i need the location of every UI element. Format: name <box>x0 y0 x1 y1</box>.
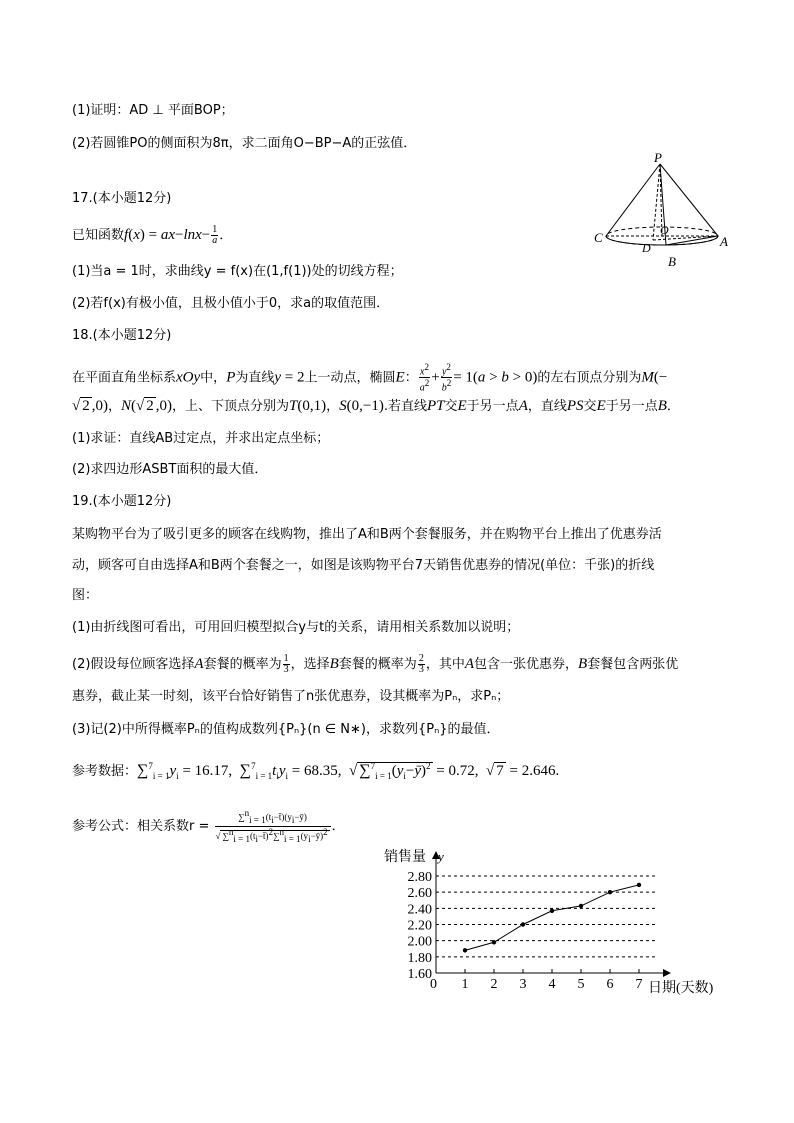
y-tick-label-1.80: 1.80 <box>407 950 432 966</box>
data-point-day-3 <box>521 922 525 926</box>
y-tick-label-2.00: 2.00 <box>407 934 432 950</box>
q17-header: 17.(本小题12分) <box>72 191 172 206</box>
x-tick-label-7: 7 <box>635 977 643 992</box>
q19-part2-line2: 惠券，截止某一时刻，该平台恰好销售了n张优惠券，设其概率为Pₙ，求Pₙ； <box>72 689 510 704</box>
fig-label-p: P <box>654 150 662 165</box>
q19-part1: (1)由折线图可看出，可用回归模型拟合y与t的关系，请用相关系数加以说明； <box>72 620 520 635</box>
x-tick-label-1: 1 <box>461 977 469 992</box>
q17-part2: (2)若f(x)有极小值，且极小值小于0，求a的取值范围． <box>72 296 390 311</box>
q19-stem-line3: 图： <box>72 588 99 603</box>
coupon-sales-line-chart <box>380 845 730 1005</box>
y-tick-label-2.20: 2.20 <box>407 918 432 934</box>
x-tick-label-2: 2 <box>490 977 498 992</box>
q19-ref-data: 参考数据：$\sum^7_{i = 1}y_i = 16.17$, $\sum^7_{i = 1}t_iy_i = 68.35$, √ $\sum^7_{i = 1}(y_i-ȳ)^2 = 0.72$, √ 7 = 2.646. <box>72 761 560 781</box>
y-tick-label-2.40: 2.40 <box>407 902 432 918</box>
x-tick-label-5: 5 <box>577 977 585 992</box>
data-point-day-6 <box>608 890 612 894</box>
x-axis-arrow <box>663 969 671 977</box>
q17-part1: (1)当a = 1时，求曲线y = f(x)在(1,f(1))处的切线方程； <box>72 264 403 279</box>
x-tick-label-4: 4 <box>548 977 556 992</box>
y-tick-label-1.60: 1.60 <box>407 967 432 982</box>
q18-header: 18.(本小题12分) <box>72 328 172 343</box>
q18-part2: (2)求四边形ASBT面积的最大值． <box>72 462 268 477</box>
q19-part2-line1: (2)假设每位顾客选择A套餐的概率为 $\frac{1}{3}$ ，选择B套餐的概率为 $\frac{2}{3}$ ，其中A包含一张优惠券，B套餐包含两张优 <box>72 653 679 675</box>
q18-part1: (1)求证：直线AB过定点，并求出定点坐标； <box>72 431 330 446</box>
fig-label-o: O <box>660 223 669 237</box>
x-tick-label-6: 6 <box>606 977 614 992</box>
x-tick-label-3: 3 <box>519 977 527 992</box>
data-point-day-5 <box>579 904 583 908</box>
y-tick-label-2.60: 2.60 <box>407 886 432 902</box>
chart-xlabel: 日期(天数) <box>648 981 714 996</box>
q19-part3: (3)记(2)中所得概率Pₙ的值构成数列{Pₙ}(n ∈ N∗)，求数列{Pₙ}的最值． <box>72 722 500 737</box>
fig-label-a: A <box>720 234 728 249</box>
cone-figure <box>590 150 730 270</box>
fig-label-c: C <box>594 230 603 245</box>
q18-stem-line2: √ 2 ,0)，N(√ 2 ,0)，上、下顶点分别为T(0,1)，S(0,−1).若直线PT交E于另一点A，直线PS交E于另一点B． <box>72 398 680 414</box>
chart-origin-label: 0 <box>430 977 437 992</box>
q16-part2: (2)若圆锥PO的侧面积为8π，求二面角O−BP−A的正弦值． <box>72 136 417 151</box>
data-point-day-4 <box>550 909 554 913</box>
q16-part1: (1)证明：AD ⊥ 平面BOP； <box>72 103 234 118</box>
data-point-day-7 <box>637 883 641 887</box>
data-point-day-2 <box>492 940 496 944</box>
q18-stem-line1: 在平面直角坐标系xOy中，P为直线y = 2上一动点，椭圆E： $\frac{x^2}{a^2}$ + $\frac{y^2}{b^2}$ = 1(a > b > 0)的左右顶点分别为M(− <box>72 362 668 394</box>
q17-stem: 已知函数f(x) = ax−lnx− $\frac{1}{a}$ ． <box>72 224 233 246</box>
fig-label-b: B <box>668 254 676 269</box>
q19-header: 19.(本小题12分) <box>72 494 172 509</box>
data-point-day-1 <box>463 948 467 952</box>
fig-label-d: D <box>642 241 651 255</box>
q19-stem-line1: 某购物平台为了吸引更多的顾客在线购物，推出了A和B两个套餐服务，并在购物平台上推出了优惠券活 <box>72 527 662 542</box>
chart-ylabel: 销售量 <box>384 850 426 865</box>
q19-stem-line2: 动，顾客可自由选择A和B两个套餐之一，如图是该购物平台7天销售优惠券的情况(单位：千张)的折线 <box>72 558 655 573</box>
y-tick-label-2.80: 2.80 <box>407 870 432 885</box>
q19-ref-formula: 参考公式：相关系数r = $\frac{\sum^n_{i = 1}(t_i-t̄)(y_i-ȳ)}{√ \sum^n_{i = 1}(t_i-t̄)^2\sum^n_{i = 1}(y_i-ȳ)^2}$ ． <box>72 808 345 844</box>
chart-y-symbol: y <box>438 849 444 864</box>
